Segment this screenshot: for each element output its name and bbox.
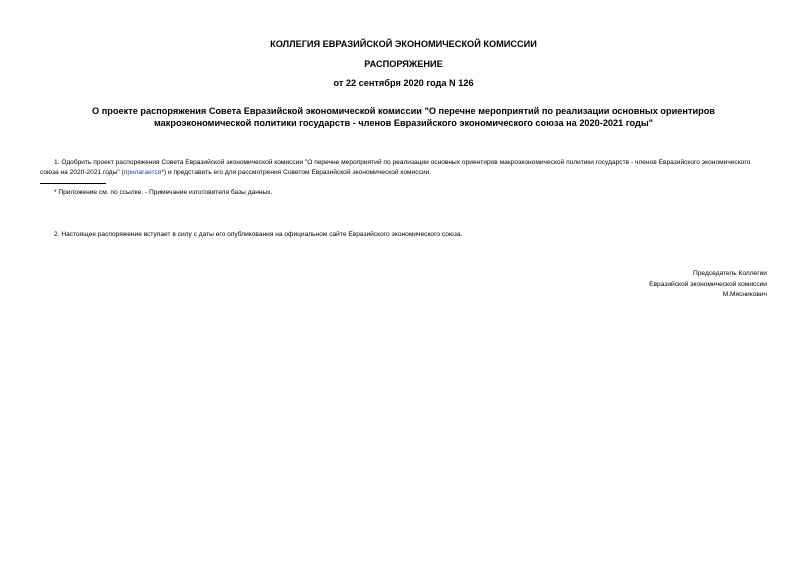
org-heading: КОЛЛЕГИЯ ЕВРАЗИЙСКОЙ ЭКОНОМИЧЕСКОЙ КОМИССИИ: [270, 39, 537, 49]
signature-title: Председатель Коллегии: [693, 270, 767, 277]
signature-name: М.Мясникович: [722, 291, 767, 298]
paragraph-1-text-after: *) и представить его для рассмотрения Советом Евразийской экономической комиссии.: [161, 169, 432, 176]
signature-block: [649, 269, 767, 301]
attachment-link[interactable]: прилагается: [123, 169, 162, 176]
signature-organization: Евразийской экономической комиссии: [649, 280, 767, 288]
document-subject: О проекте распоряжения Совета Евразийской экономической комиссии "О перечне мероприятий по реализации основных ориентиров макроэкономической политики государств - членов Евразийского экономического союза на 2020-2021 годы": [92, 106, 715, 128]
doc-type-heading: РАСПОРЯЖЕНИЕ: [364, 59, 443, 69]
footnote: * Приложение см. по ссылке. - Примечание изготовителя базы данных.: [54, 189, 273, 196]
footnote-divider: [40, 183, 106, 184]
paragraph-1: [40, 158, 769, 178]
paragraph-1-text-before: 1. Одобрить проект распоряжения Совета Евразийской экономической комиссии "О перечне мероприятий по реализации основных ориентиров макроэкономической политики государств - членов Евразийского экономического союза на 2020-2021 годы" (: [40, 159, 751, 176]
date-number-heading: от 22 сентября 2020 года N 126: [333, 78, 474, 88]
paragraph-2: 2. Настоящее распоряжение вступает в силу с даты его опубликования на официальном сайте Евразийского экономического союза.: [54, 231, 463, 238]
